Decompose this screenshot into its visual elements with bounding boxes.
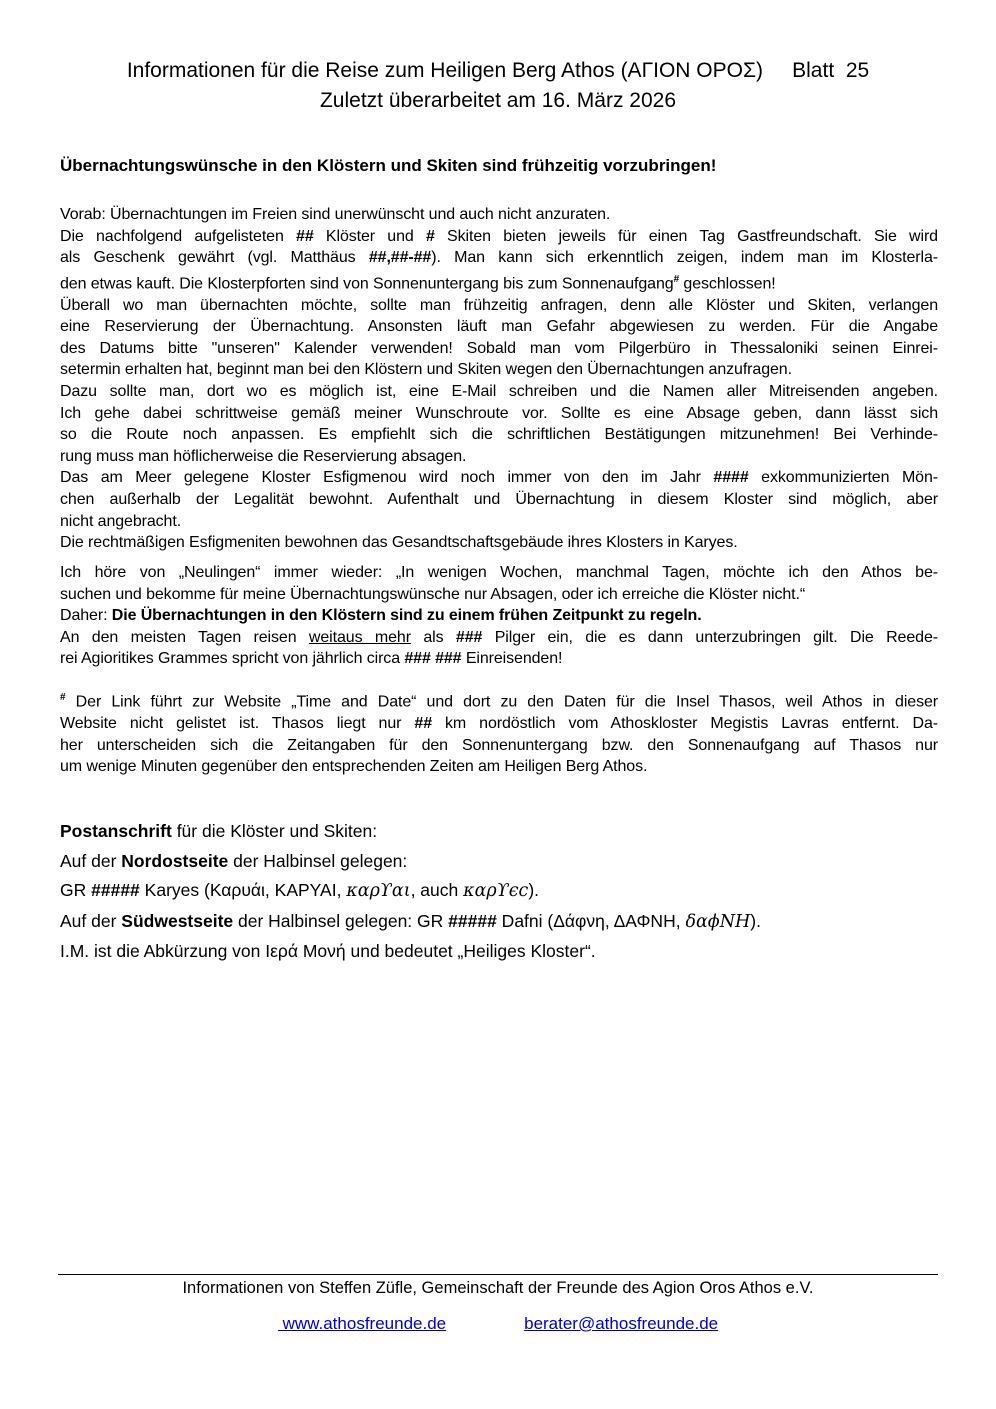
text-line: so die Route noch anpassen. Es empfiehlt sich die schriftlichen Bestätigungen mitzunehmen! Bei Verhinde- <box>60 426 938 444</box>
revision-date: Zuletzt überarbeitet am 16. März 2026 <box>319 89 676 112</box>
footer-divider <box>58 1274 938 1275</box>
text-line: nicht angebracht. <box>60 512 182 530</box>
section-heading: Übernachtungswünsche in den Klöstern und Skiten sind frühzeitig vorzubringen! <box>60 156 717 175</box>
email-link[interactable]: berater@athosfreunde.de <box>524 1314 719 1333</box>
postal-address-section <box>60 817 938 967</box>
text-line: # Der Link führt zur Website „Time and Date“ und dort zu den Daten für die Insel Thasos, weil Athos in dieser <box>60 692 938 711</box>
text-line: Ich gehe dabei schrittweise gemäß meiner Wunschroute vor. Sollte es eine Absage geben, dann lässt sich <box>60 404 938 422</box>
text-line: Daher: Die Übernachtungen in den Klöstern sind zu einem frühen Zeitpunkt zu regeln. <box>60 607 702 625</box>
footer-credit: Informationen von Steffen Züfle, Gemeinschaft der Freunde des Agion Oros Athos e.V. <box>182 1279 814 1297</box>
text-line: GR ##### Karyes (Καρυάι, ΚΑΡΥΑΙ, καρϒαι, auch καρϒϵϲ). <box>60 880 540 901</box>
text-line: Überall wo man übernachten möchte, sollte man frühzeitig anfragen, denn alle Klöster und Skiten, verlangen <box>60 296 938 314</box>
text-line: Postanschrift für die Klöster und Skiten: <box>60 821 378 841</box>
text-line: Ich höre von „Neulingen“ immer wieder: „In wenigen Wochen, manchmal Tagen, möchte ich den Athos be- <box>60 564 938 581</box>
text-line: um wenige Minuten gegenüber den entsprechenden Zeiten am Heiligen Berg Athos. <box>60 758 648 776</box>
text-line: rei Agioritikes Grammes spricht von jährlich circa ### ### Einreisenden! <box>60 650 563 668</box>
text-line: des Datums bitte "unseren" Kalender verwenden! Sobald man vom Pilgerbüro in Thessaloniki seinen Einrei- <box>60 339 938 357</box>
text-line: Das am Meer gelegene Kloster Esfigmenou wird noch immer von den im Jahr #### exkommunizierten Mön- <box>60 469 938 487</box>
text-line: Auf der Nordostseite der Halbinsel gelegen: <box>60 850 408 871</box>
text-line: Die rechtmäßigen Esfigmeniten bewohnen das Gesandtschaftsgebäude ihres Klosters in Karyes. <box>60 534 738 552</box>
page-title: Informationen für die Reise zum Heiligen Berg Athos (ΑΓΙΟΝ ΟΡΟΣ) Blatt 25 <box>126 59 870 82</box>
text-line: als Geschenk gewährt (vgl. Matthäus ##,##-##). Man kann sich erkenntlich zeigen, indem man im Klosterla- <box>60 249 938 267</box>
footer-links <box>0 1314 996 1334</box>
text-line: Vorab: Übernachtungen im Freien sind unerwünscht und auch nicht anzuraten. <box>60 206 611 223</box>
text-line: Website nicht gelistet ist. Thasos liegt nur ## km nordöstlich vom Athoskloster Megistis Lavras entfernt. Da- <box>60 714 938 732</box>
text-line: eine Reservierung der Übernachtung. Ansonsten läuft man Gefahr abgewiesen zu werden. Für die Angabe <box>60 318 938 336</box>
text-line: Auf der Südwestseite der Halbinsel gelegen: GR ##### Dafni (Δάφνη, ΔΑΦΝΗ, δαϕΝΗ). <box>60 910 761 932</box>
text-line: I.M. ist die Abkürzung von Ιερά Μονή und bedeutet „Heiliges Kloster“. <box>60 941 596 961</box>
text-line: suchen und bekomme für meine Übernachtungswünsche nur Absagen, oder ich erreiche die Klöster nicht.“ <box>60 585 806 603</box>
text-line: rung muss man höflicherweise die Reservierung absagen. <box>60 447 467 465</box>
paragraph-footnote <box>60 687 938 778</box>
text-line: An den meisten Tagen reisen weitaus mehr als ### Pilger ein, die es dann unterzubringen gilt. Die Reede- <box>60 628 938 646</box>
text-line: chen außerhalb der Legalität bewohnt. Aufenthalt und Übernachtung in diesem Kloster sind möglich, aber <box>60 491 938 509</box>
text-line: Die nachfolgend aufgelisteten ## Klöster und # Skiten bieten jeweils für einen Tag Gastfreundschaft. Sie wird <box>60 227 938 245</box>
paragraph-hospitality <box>60 204 938 554</box>
text-line: Dazu sollte man, dort wo es möglich ist, eine E-Mail schreiben und die Namen aller Mitreisenden angeben. <box>60 383 938 401</box>
text-line: her unterscheiden sich die Zeitangaben für den Sonnenuntergang bzw. den Sonnenaufgang auf Thasos nur <box>60 736 938 754</box>
text-line: setermin erhalten hat, beginnt man bei den Klöstern und Skiten wegen den Übernachtungen anzufragen. <box>60 361 792 379</box>
paragraph-newcomers <box>60 562 938 670</box>
website-link[interactable]: www.athosfreunde.de <box>277 1314 447 1333</box>
document-header <box>0 56 996 116</box>
text-line: den etwas kauft. Die Klosterpforten sind von Sonnenuntergang bis zum Sonnenaufgang# geschlossen! <box>60 273 776 293</box>
